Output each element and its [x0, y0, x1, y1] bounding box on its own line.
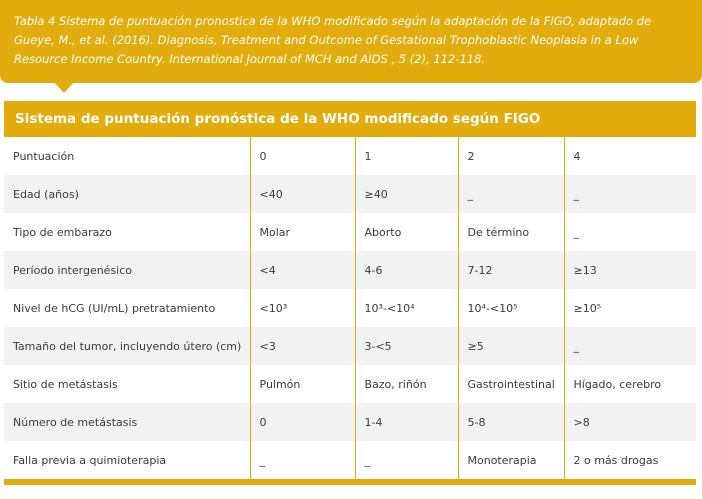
score-cell: >8 [564, 403, 696, 441]
score-cell: Gastrointestinal [458, 365, 564, 403]
score-cell: _ [564, 327, 696, 365]
caption-pointer [54, 82, 74, 93]
table-row [4, 175, 696, 213]
score-cell: <10³ [250, 289, 355, 327]
score-cell: 1 [355, 137, 458, 175]
table-row [4, 327, 696, 365]
table-caption: Tabla 4 Sistema de puntuación pronostica de la WHO modificado según la adaptación de la FIGO, adaptado de Gueye, M., et al. (2016). Diagnosis, Treatment and Outcome of Gestational Trophoblastic Neoplasia in a Low Resource Income Country. International Journal of MCH and AIDS , 5 (2), 112-118. [0, 0, 702, 83]
score-cell: _ [250, 441, 355, 479]
score-cell: De término [458, 213, 564, 251]
score-cell: <40 [250, 175, 355, 213]
table-row [4, 365, 696, 403]
score-cell: Monoterapia [458, 441, 564, 479]
score-cell: 0 [250, 403, 355, 441]
table-row [4, 441, 696, 479]
table-row [4, 251, 696, 289]
score-cell: 10⁴-<10⁵ [458, 289, 564, 327]
score-cell: ≥13 [564, 251, 696, 289]
score-cell: 4-6 [355, 251, 458, 289]
score-cell: <4 [250, 251, 355, 289]
row-label-cell: Tipo de embarazo [4, 213, 250, 251]
score-cell: 7-12 [458, 251, 564, 289]
score-cell: Hígado, cerebro [564, 365, 696, 403]
score-cell: ≥40 [355, 175, 458, 213]
score-cell: 5-8 [458, 403, 564, 441]
score-cell: ≥5 [458, 327, 564, 365]
table-row [4, 403, 696, 441]
row-label-cell: Nivel de hCG (UI/mL) pretratamiento [4, 289, 250, 327]
score-cell: <3 [250, 327, 355, 365]
score-cell: 0 [250, 137, 355, 175]
score-cell: _ [458, 175, 564, 213]
table-title: Sistema de puntuación pronóstica de la WHO modificado según FIGO [4, 101, 696, 137]
score-cell: 2 [458, 137, 564, 175]
row-label-cell: Falla previa a quimioterapia [4, 441, 250, 479]
score-cell: 10³-<10⁴ [355, 289, 458, 327]
score-cell: _ [564, 213, 696, 251]
score-cell: 4 [564, 137, 696, 175]
scoring-table [4, 101, 696, 485]
score-cell: 2 o más drogas [564, 441, 696, 479]
score-cell: _ [564, 175, 696, 213]
row-label-cell: Número de metástasis [4, 403, 250, 441]
score-cell: Aborto [355, 213, 458, 251]
score-cell: _ [355, 441, 458, 479]
row-label-cell: Período intergenésico [4, 251, 250, 289]
score-cell: Pulmón [250, 365, 355, 403]
table-row [4, 137, 696, 175]
score-cell: 3-<5 [355, 327, 458, 365]
row-label-cell: Edad (años) [4, 175, 250, 213]
table-row [4, 289, 696, 327]
score-cell: Bazo, riñón [355, 365, 458, 403]
scoring-grid [4, 137, 696, 479]
table-bottom-bar [4, 479, 696, 485]
score-cell: ≥10⁵ [564, 289, 696, 327]
score-cell: 1-4 [355, 403, 458, 441]
score-cell: Molar [250, 213, 355, 251]
table-row [4, 213, 696, 251]
row-label-cell: Tamaño del tumor, incluyendo útero (cm) [4, 327, 250, 365]
row-label-cell: Puntuación [4, 137, 250, 175]
row-label-cell: Sitio de metástasis [4, 365, 250, 403]
